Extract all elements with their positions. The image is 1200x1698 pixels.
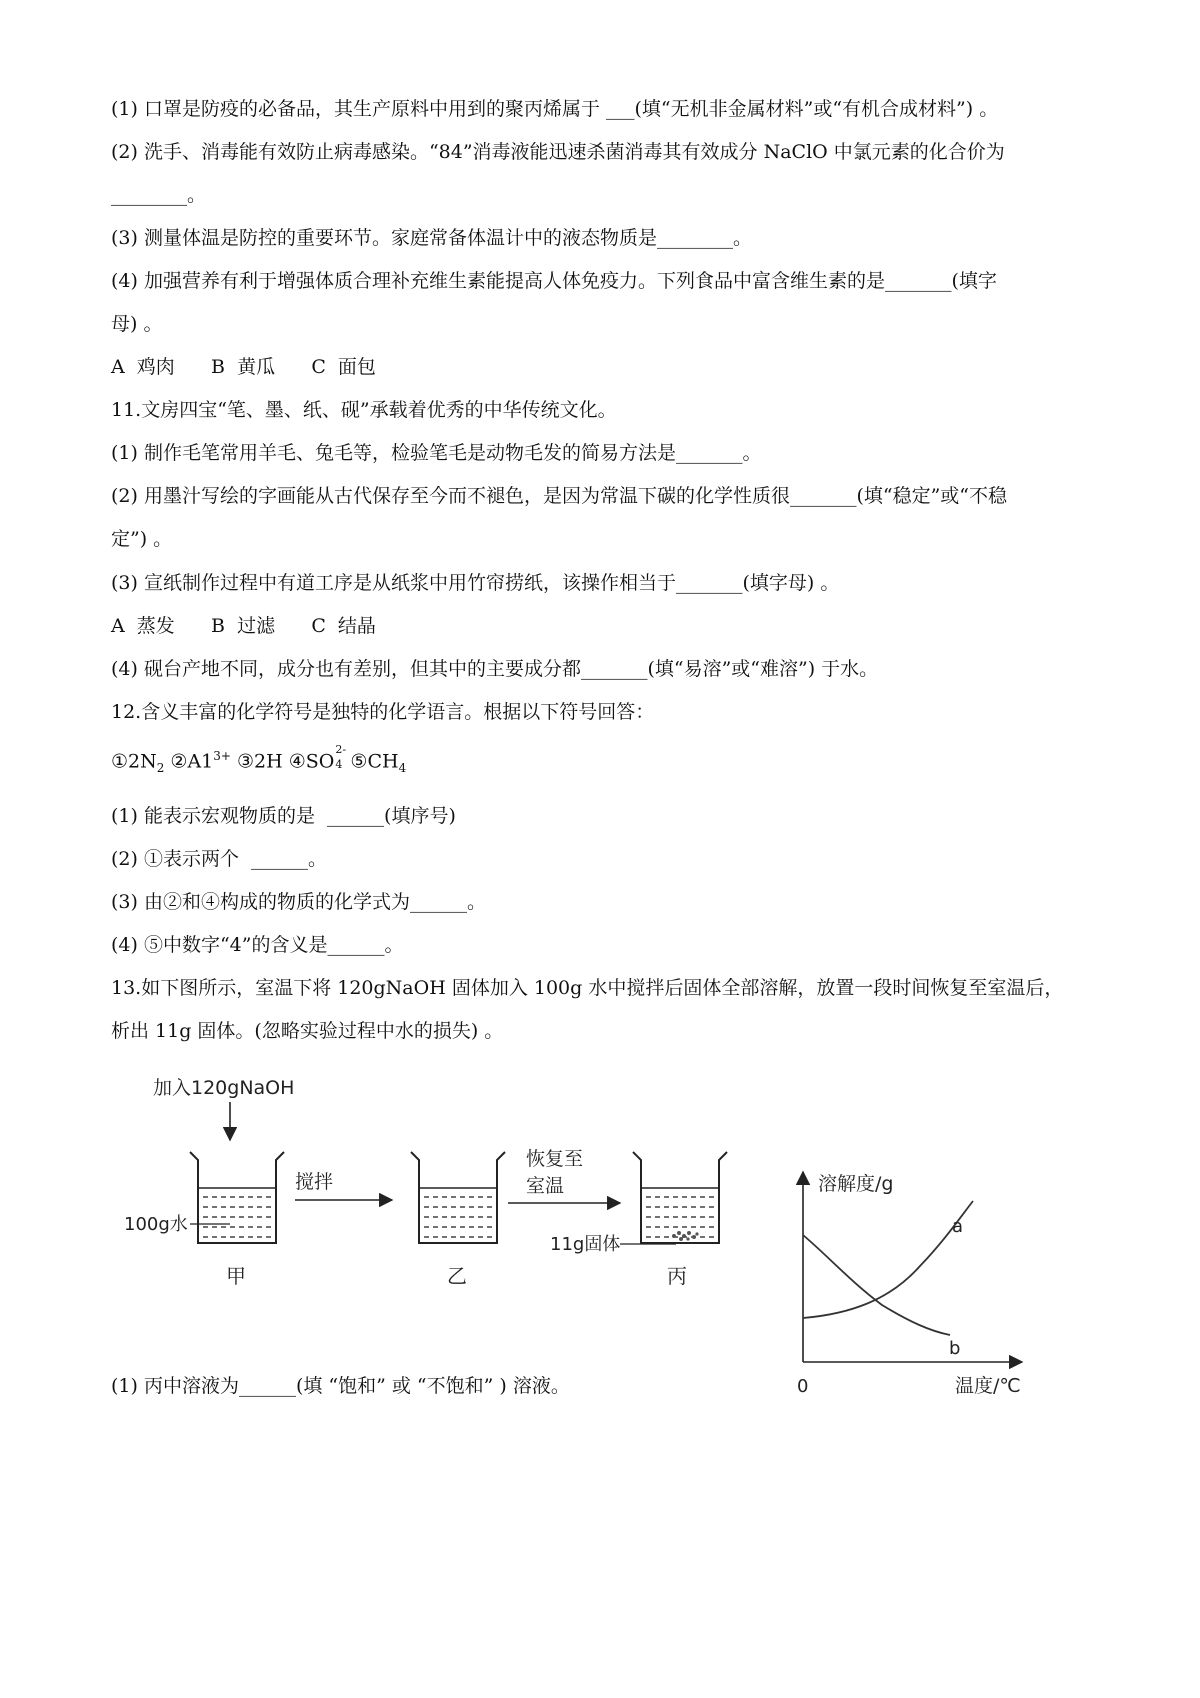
q11-part3-options: A 蒸发 B 过滤 C 结晶 (111, 615, 376, 637)
q12-part3: (3) 由②和④构成的物质的化学式为______。 (111, 891, 486, 913)
q11-stem: 11.文房四宝“笔、墨、纸、砚”承载着优秀的中华传统文化。 (111, 399, 617, 421)
curve-a (803, 1201, 973, 1318)
q13-stem: 13.如下图所示，室温下将 120gNaOH 固体加入 100g 水中搅拌后固体全部溶解，放置一段时间恢复至室温后， (111, 977, 1064, 999)
beaker-yi (411, 1152, 505, 1243)
q12-part4: (4) ⑤中数字“4”的含义是______。 (111, 934, 404, 956)
q12-part2: (2) ①表示两个 ______。 (111, 848, 328, 870)
q12-part1: (1) 能表示宏观物质的是 ______(填序号) (111, 805, 456, 827)
q12-stem: 12.含义丰富的化学符号是独特的化学语言。根据以下符号回答： (111, 701, 655, 723)
precipitate (672, 1231, 699, 1241)
q11-part1: (1) 制作毛笔常用羊毛、兔毛等，检验笔毛是动物毛发的简易方法是_______。 (111, 442, 762, 464)
beaker-jia (190, 1152, 284, 1243)
q11-part2: (2) 用墨汁写绘的字画能从古代保存至今而不褪色，是因为常温下碳的化学性质很_______(填“稳定”或“不稳 (111, 485, 1008, 507)
q11-part3: (3) 宣纸制作过程中有道工序是从纸浆中用竹帘捞纸，该操作相当于_______(填字母) 。 (111, 572, 840, 594)
curve-b (803, 1235, 950, 1335)
solid-label: 11g固体 (550, 1234, 621, 1255)
add-naoh-label: 加入120gNaOH (153, 1077, 295, 1099)
q11-part4: (4) 砚台产地不同，成分也有差别，但其中的主要成分都_______(填“易溶”或“难溶”) 于水。 (111, 658, 879, 680)
beaker-jia-label: 甲 (226, 1264, 246, 1288)
series-label-a: a (952, 1216, 964, 1237)
q10-part1: (1) 口罩是防疫的必备品，其生产原料中用到的聚丙烯属于 ___(填“无机非金属材料”或“有机合成材料”) 。 (111, 98, 999, 120)
q13-stem-cont: 析出 11g 固体。(忽略实验过程中水的损失) 。 (111, 1020, 504, 1042)
q13-part1: (1) 丙中溶液为______(填 “饱和” 或 “不饱和” ) 溶液。 (111, 1375, 570, 1397)
solubility-chart (797, 1172, 1022, 1397)
q10-part2-blank: ________。 (111, 184, 207, 206)
restore-label-2: 室温 (526, 1175, 565, 1197)
q10-part4-options: A 鸡肉 B 黄瓜 C 面包 (111, 356, 376, 378)
beaker-yi-label: 乙 (447, 1264, 467, 1288)
y-axis-label: 溶解度/g (818, 1173, 894, 1195)
water-label: 100g水 (124, 1214, 188, 1235)
q12-symbols: $①2N_2$ $②A1^{3+}$ ③2H ④SO 2- 4 $⑤CH_4$ (111, 743, 407, 776)
beaker-bing (633, 1152, 727, 1243)
q11-part2-cont: 定”) 。 (111, 528, 173, 550)
restore-label-1: 恢复至 (526, 1148, 584, 1170)
beaker-bing-label: 丙 (667, 1264, 687, 1288)
q10-part4-cont: 母) 。 (111, 313, 163, 335)
x-axis-label: 温度/℃ (955, 1375, 1021, 1397)
origin-label: 0 (797, 1376, 809, 1397)
q10-part3: (3) 测量体温是防控的重要环节。家庭常备体温计中的液态物质是________。 (111, 227, 752, 249)
series-label-b: b (949, 1338, 961, 1359)
q10-part2: (2) 洗手、消毒能有效防止病毒感染。“84”消毒液能迅速杀菌消毒其有效成分 NaClO 中氯元素的化合价为 (111, 141, 1005, 163)
q10-part4: (4) 加强营养有利于增强体质合理补充维生素能提高人体免疫力。下列食品中富含维生素的是_______(填字 (111, 270, 997, 292)
stir-label: 搅拌 (295, 1171, 334, 1193)
